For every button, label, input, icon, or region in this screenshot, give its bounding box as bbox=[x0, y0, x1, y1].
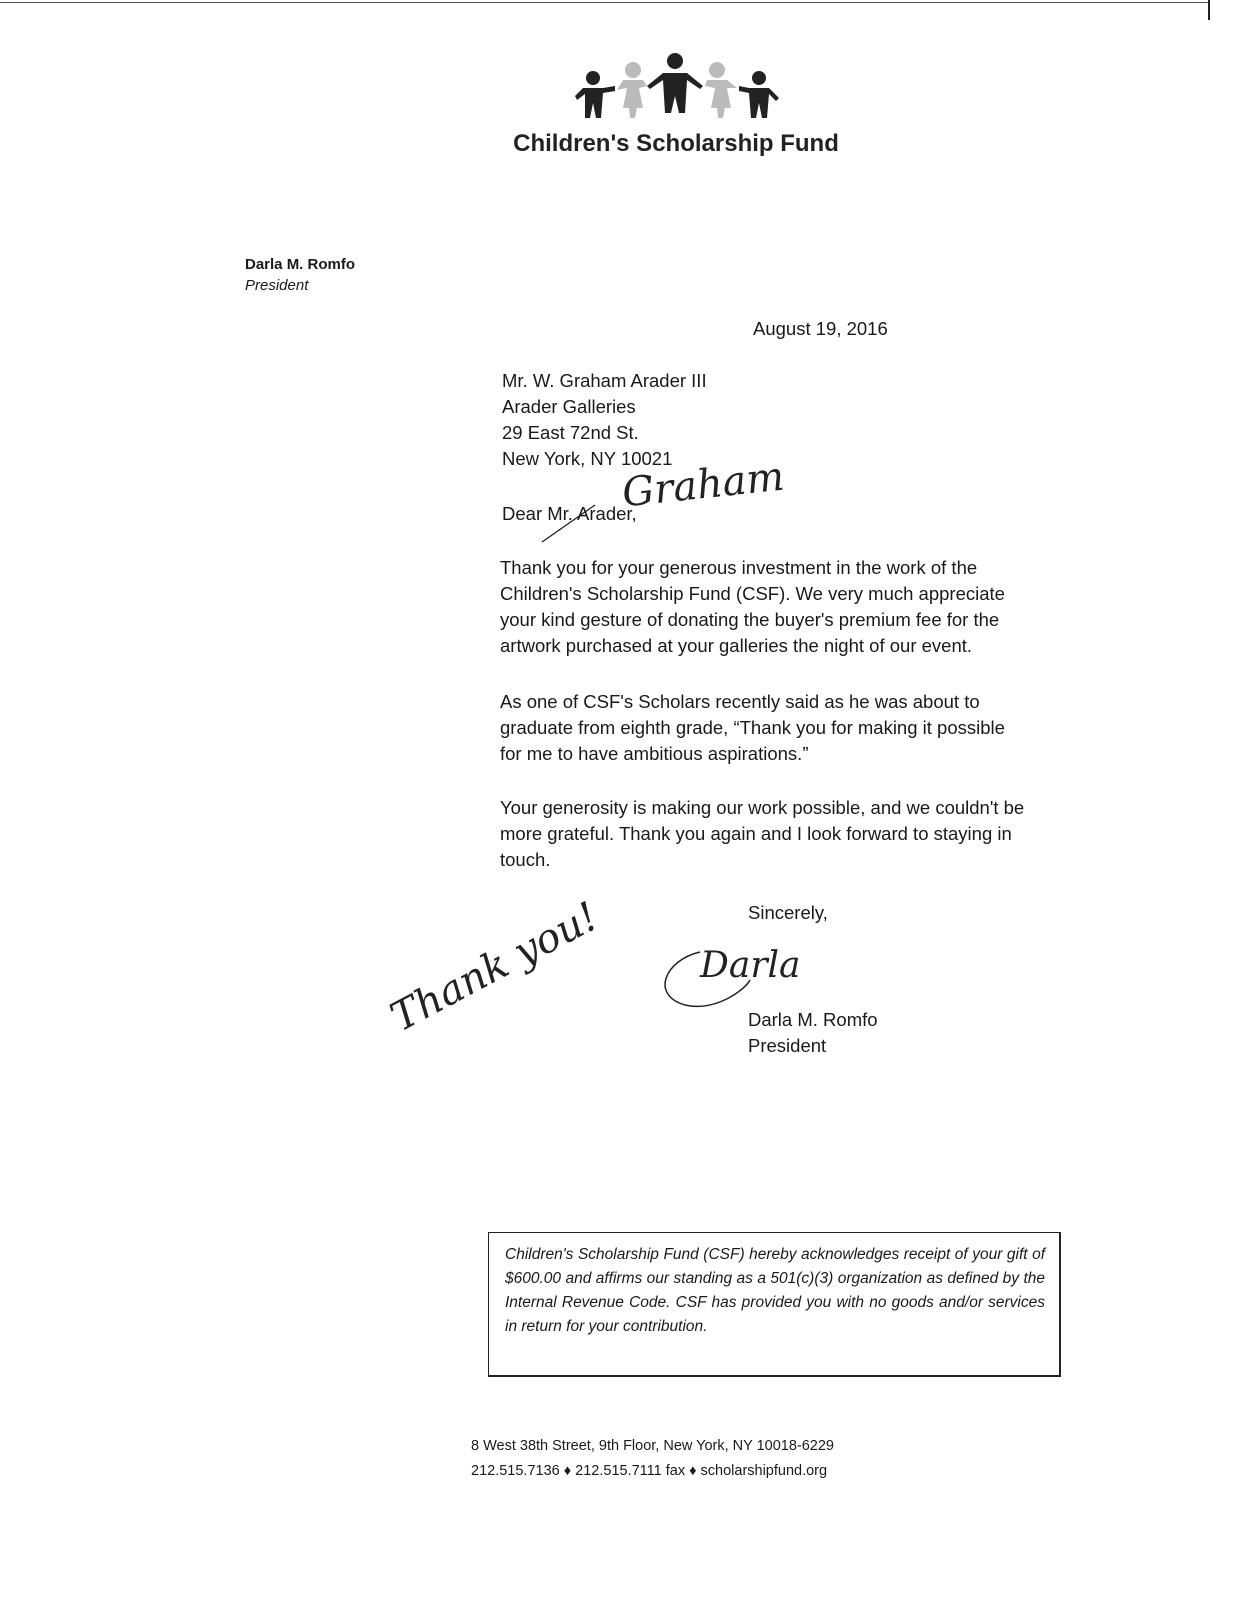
footer-address: 8 West 38th Street, 9th Floor, New York, NY 10018-6229 bbox=[471, 1438, 834, 1454]
address-line: Arader Galleries bbox=[502, 396, 636, 417]
paragraph-1 bbox=[500, 555, 1005, 659]
text-line: your kind gesture of donating the buyer's premium fee for the bbox=[500, 609, 1000, 630]
scan-edge-line bbox=[0, 2, 1210, 3]
acknowledgement-text: Children's Scholarship Fund (CSF) hereby acknowledges receipt of your gift of $600.00 and affirms our standing as a 501(c)(3) organization as defined by the Internal Revenue Code. CSF has provided you with no goods and/or services in return for your contribution. bbox=[505, 1246, 1045, 1335]
text-line: touch. bbox=[500, 849, 551, 870]
children-holding-hands-logo-icon bbox=[575, 48, 780, 133]
text-line: Thank you for your generous investment in the work of the bbox=[500, 557, 978, 578]
text-line: more grateful. Thank you again and I look forward to staying in bbox=[500, 823, 1012, 844]
address-line: 29 East 72nd St. bbox=[502, 422, 639, 443]
sender-title: President bbox=[245, 277, 309, 294]
text-line: Children's Scholarship Fund (CSF). We very much appreciate bbox=[500, 583, 1005, 604]
signer-name: Darla M. Romfo bbox=[748, 1009, 878, 1030]
letter-date: August 19, 2016 bbox=[753, 318, 888, 339]
handwritten-note: Thank you! bbox=[383, 893, 606, 1041]
sender-name: Darla M. Romfo bbox=[245, 256, 356, 273]
closing: Sincerely, bbox=[748, 902, 828, 923]
signer-title: President bbox=[748, 1035, 827, 1056]
text-line: for me to have ambitious aspirations.” bbox=[500, 743, 809, 764]
address-line: Mr. W. Graham Arader III bbox=[502, 370, 707, 391]
signature: Darla bbox=[700, 945, 801, 986]
strikethrough-mark bbox=[540, 500, 600, 545]
scan-edge-mark bbox=[1208, 0, 1210, 20]
handwritten-salutation: Graham bbox=[620, 453, 787, 517]
organization-name: Children's Scholarship Fund bbox=[513, 130, 839, 157]
text-line: Your generosity is making our work possible, and we couldn't be bbox=[500, 797, 1025, 818]
salutation: Dear Mr. Arader, bbox=[502, 503, 637, 524]
paragraph-3 bbox=[500, 795, 1024, 873]
address-line: New York, NY 10021 bbox=[502, 448, 673, 469]
footer-contact: 212.515.7136 ♦ 212.515.7111 fax ♦ scholarshipfund.org bbox=[471, 1463, 828, 1479]
text-line: graduate from eighth grade, “Thank you for making it possible bbox=[500, 717, 1005, 738]
text-line: artwork purchased at your galleries the night of our event. bbox=[500, 635, 973, 656]
recipient-address bbox=[502, 368, 707, 472]
paragraph-2 bbox=[500, 689, 1005, 767]
acknowledgement-box bbox=[488, 1232, 1061, 1377]
text-line: As one of CSF's Scholars recently said as he was about to bbox=[500, 691, 980, 712]
